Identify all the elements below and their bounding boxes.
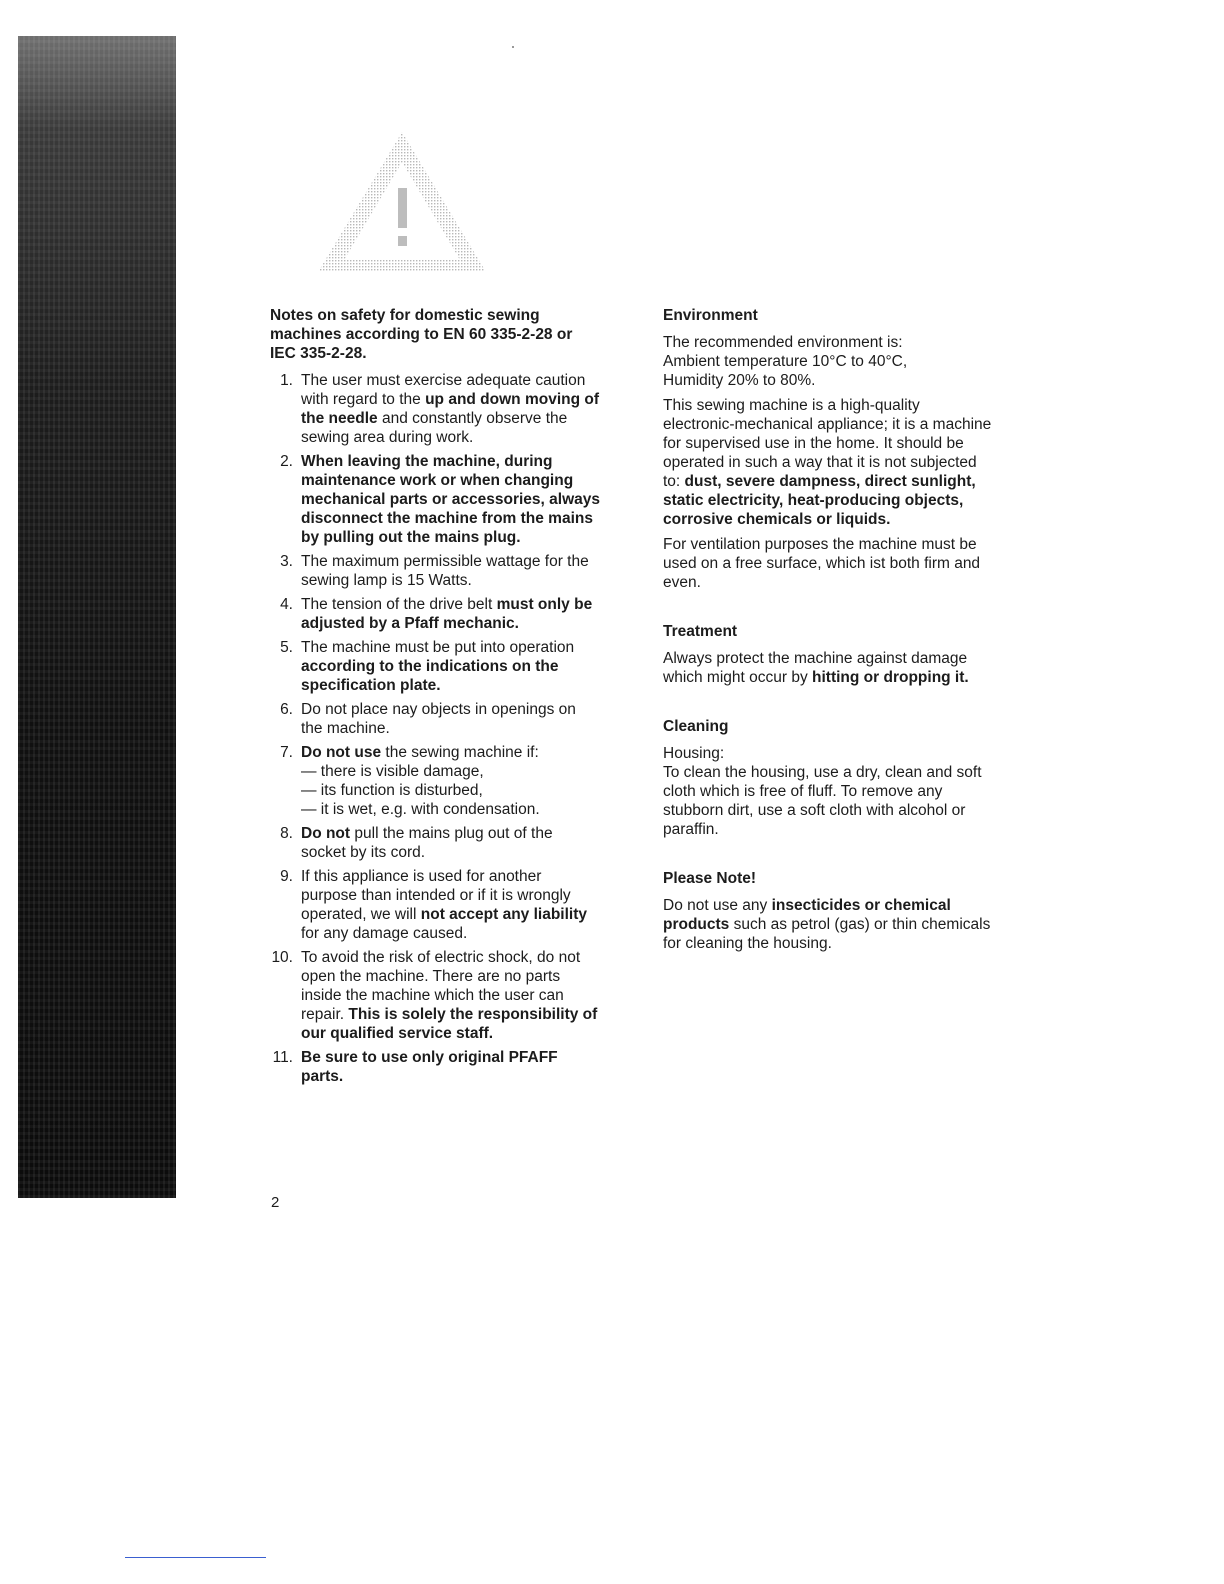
safety-subitem: — there is visible damage, (301, 763, 484, 780)
treatment-section (663, 622, 993, 687)
environment-intro (663, 333, 993, 390)
cleaning-text (663, 744, 993, 839)
environment-hazards: dust, severe dampness, direct sunlight, static electricity, heat-producing objects, corrosive chemicals or liquids. (663, 473, 976, 528)
care-column (663, 306, 993, 983)
please-note-text (663, 896, 993, 953)
safety-list-item (270, 743, 600, 819)
safety-item-text: To avoid the risk of electric shock, do not open the machine. There are no parts inside the machine which the user can repair. (301, 949, 581, 1023)
safety-item-text: and constantly observe the sewing area during work. (301, 410, 568, 446)
safety-item-text: pull the mains plug out of the socket by its cord. (301, 825, 553, 861)
safety-item-number: 9. (280, 868, 293, 885)
safety-list-item (270, 948, 600, 1043)
cleaning-section (663, 717, 993, 839)
please-note-bold: insecticides or chemical products (663, 897, 951, 933)
safety-notes-title: Notes on safety for domestic sewing machines according to EN 60 335-2-28 or IEC 335-2-28. (270, 307, 573, 362)
treatment-text (663, 649, 993, 687)
safety-list (270, 371, 600, 1086)
safety-item-text: The maximum permissible wattage for the sewing lamp is 15 Watts. (301, 553, 589, 589)
safety-list-item (270, 452, 600, 547)
safety-item-number: 4. (280, 596, 293, 613)
safety-item-number: 6. (280, 701, 293, 718)
scan-speck (512, 46, 514, 48)
safety-item-number: 2. (280, 453, 293, 470)
safety-item-number: 10. (271, 949, 293, 966)
safety-list-item (270, 595, 600, 633)
safety-subitem: — its function is disturbed, (301, 782, 483, 799)
treatment-heading: Treatment (663, 623, 738, 640)
treatment-text-bold: hitting or dropping it. (812, 669, 969, 686)
safety-item-number: 3. (280, 553, 293, 570)
safety-list-item (270, 1048, 600, 1086)
safety-item-text: the sewing machine if: (381, 744, 539, 761)
safety-item-text: The user must exercise adequate caution with regard to the (301, 372, 586, 408)
page-number: 2 (271, 1194, 280, 1211)
safety-item-emphasis: Do not use (301, 744, 382, 761)
safety-item-number: 1. (280, 372, 293, 389)
safety-item-number: 5. (280, 639, 293, 656)
safety-item-emphasis: according to the indications on the specification plate. (301, 658, 559, 694)
environment-section (663, 306, 993, 592)
safety-item-text: Do not place nay objects in openings on the machine. (301, 701, 576, 737)
environment-heading: Environment (663, 307, 758, 324)
warning-triangle-icon (314, 128, 490, 276)
safety-item-emphasis: up and down moving of the needle (301, 391, 599, 427)
environment-line: Ambient temperature 10°C to 40°C, (663, 353, 908, 370)
safety-item-emphasis: When leaving the machine, during maintenance work or when changing mechanical parts or accessories, always disconnect the machine from the mains by pulling out the mains plug. (301, 453, 600, 546)
please-note-plain: Do not use any (663, 897, 772, 914)
cleaning-instructions: To clean the housing, use a dry, clean and soft cloth which is free of fluff. To remove any stubborn dirt, use a soft cloth with alcohol or paraffin. (663, 764, 982, 838)
safety-item-text: The tension of the drive belt (301, 596, 497, 613)
safety-item-text: for any damage caused. (301, 925, 468, 942)
environment-conditions (663, 396, 993, 529)
safety-item-emphasis: Be sure to use only original PFAFF parts. (301, 1049, 558, 1085)
treatment-text-plain: Always protect the machine against damage which might occur by (663, 650, 968, 686)
safety-notes-column (270, 306, 600, 1091)
cleaning-housing-label: Housing: (663, 745, 725, 762)
environment-line: The recommended environment is: (663, 334, 903, 351)
safety-list-item (270, 700, 600, 738)
binding-edge-strip (18, 36, 176, 1198)
footer-rule (125, 1557, 266, 1558)
safety-item-number: 8. (280, 825, 293, 842)
safety-item-emphasis: Do not (301, 825, 351, 842)
please-note-section (663, 869, 993, 953)
safety-item-emphasis: not accept any liability (420, 906, 588, 923)
safety-list-item (270, 552, 600, 590)
environment-ventilation: For ventilation purposes the machine must be used on a free surface, which ist both firm and even. (663, 536, 981, 591)
safety-item-text: The machine must be put into operation (301, 639, 575, 656)
safety-item-number: 11. (272, 1049, 293, 1066)
environment-line: Humidity 20% to 80%. (663, 372, 816, 389)
cleaning-heading: Cleaning (663, 718, 729, 735)
safety-item-text: If this appliance is used for another purpose than intended or if it is wrongly operated, we will (301, 868, 571, 923)
safety-list-item (270, 824, 600, 862)
safety-item-emphasis: must only be adjusted by a Pfaff mechanic. (301, 596, 593, 632)
environment-text: This sewing machine is a high-quality electronic-mechanical appliance; it is a machine for supervised use in the home. It should be operated in such a way that it is not subjected to: (663, 397, 992, 490)
safety-item-emphasis: This is solely the responsibility of our qualified service staff. (301, 1006, 598, 1042)
safety-list-item (270, 371, 600, 447)
safety-list-item (270, 638, 600, 695)
safety-subitem: — it is wet, e.g. with condensation. (301, 801, 540, 818)
safety-list-item (270, 867, 600, 943)
please-note-plain: such as petrol (gas) or thin chemicals for cleaning the housing. (663, 916, 991, 952)
safety-item-number: 7. (280, 744, 293, 761)
please-note-heading: Please Note! (663, 870, 757, 887)
